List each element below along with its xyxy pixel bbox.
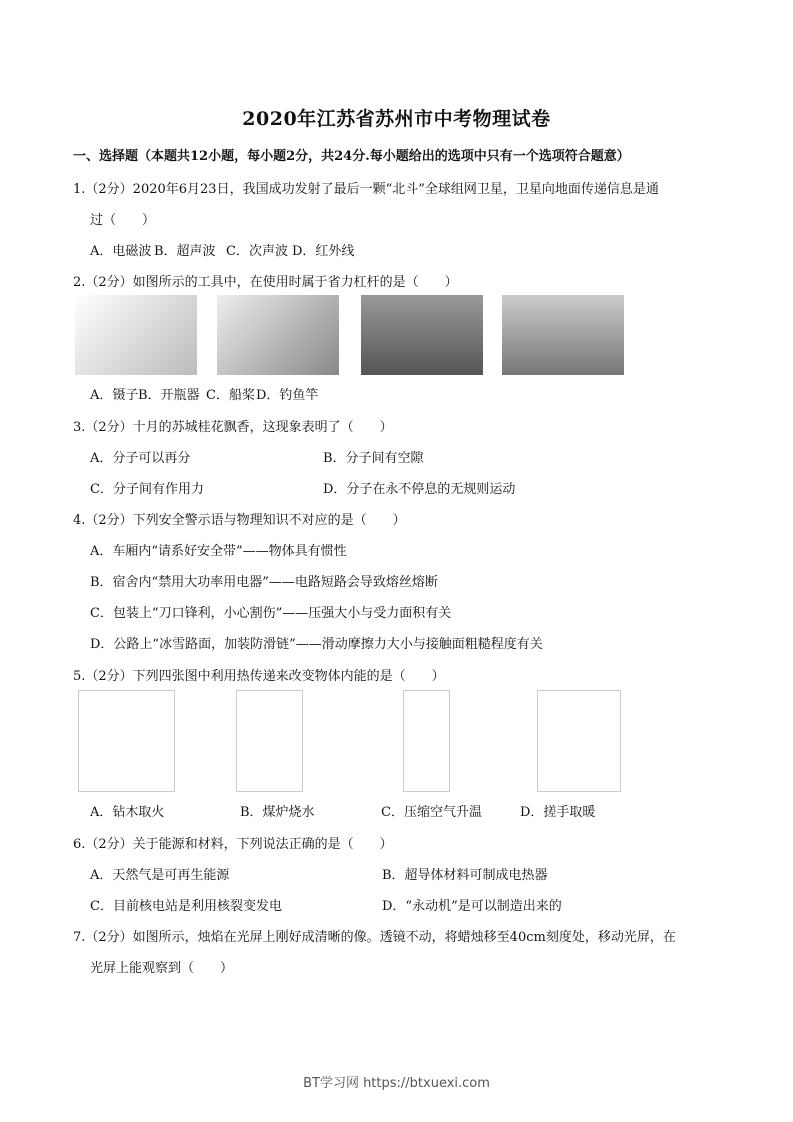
question-4-text: 4.（2分）下列安全警示语与物理知识不对应的是（ ） [73,513,406,528]
q5-option-b: B．煤炉烧水 [240,805,315,820]
q6-option-a: A．天然气是可再生能源 [90,868,230,883]
q6-option-d: D．“永动机”是可以制造出来的 [382,899,562,914]
q1-option-d: D．红外线 [292,244,355,259]
q3-option-c: C．分子间有作用力 [90,482,204,497]
question-3-text: 3.（2分）十月的苏城桂花飘香，这现象表明了（ ） [73,420,393,435]
q2-option-c: C．船桨 [206,388,255,403]
q2-option-b: B．开瓶器 [138,388,200,403]
q1-option-c: C．次声波 [226,244,288,259]
section-heading: 一、选择题（本题共12小题，每小题2分，共24分.每小题给出的选项中只有一个选项符合题意） [73,149,630,164]
question-7-text: 7.（2分）如图所示，烛焰在光屏上刚好成清晰的像。透镜不动，将蜡烛移至40cm刻度处，移动光屏，在 [73,930,676,945]
bottle-opener-photo [217,295,339,375]
q1-option-b: B．超声波 [154,244,216,259]
question-7-text-cont: 光屏上能观察到（ ） [90,961,234,976]
q4-option-c: C．包装上“刀口锋利，小心割伤”——压强大小与受力面积有关 [90,606,452,621]
air-compression-drawing [403,690,450,792]
q3-option-b: B．分子间有空隙 [323,451,424,466]
q6-option-b: B．超导体材料可制成电热器 [382,868,548,883]
q3-option-d: D．分子在永不停息的无规则运动 [323,482,516,497]
drilling-wood-fire-drawing [78,690,175,792]
question-5-text: 5.（2分）下列四张图中利用热传递来改变物体内能的是（ ） [73,669,445,684]
question-6-text: 6.（2分）关于能源和材料，下列说法正确的是（ ） [73,837,393,852]
fishing-rod-photo [502,295,624,375]
q5-option-a: A．钻木取火 [90,805,165,820]
q4-option-d: D．公路上“冰雪路面，加装防滑链”——滑动摩擦力大小与接触面粗糙程度有关 [90,637,543,652]
question-1-text: 1.（2分）2020年6月23日，我国成功发射了最后一颗“北斗”全球组网卫星，卫星向地面传递信息是通 [73,182,659,197]
q1-option-a: A．电磁波 [90,244,152,259]
oar-photo [361,295,483,375]
coal-stove-kettle-drawing [236,690,303,792]
q5-option-c: C．压缩空气升温 [381,805,482,820]
rubbing-hands-drawing [537,690,621,792]
question-1-text-cont: 过（ ） [90,213,156,228]
q4-option-b: B．宿舍内“禁用大功率用电器”——电路短路会导致熔丝熔断 [90,575,438,590]
q2-option-a: A．镊子 [90,388,139,403]
q5-option-d: D．搓手取暖 [520,805,596,820]
page-title: 2020年江苏省苏州市中考物理试卷 [242,108,551,130]
q6-option-c: C．目前核电站是利用核裂变发电 [90,899,282,914]
q3-option-a: A．分子可以再分 [90,451,191,466]
question-2-text: 2.（2分）如图所示的工具中，在使用时属于省力杠杆的是（ ） [73,275,458,290]
q4-option-a: A．车厢内“请系好安全带”——物体具有惯性 [90,544,347,559]
watermark-footer: BT学习网 https://btxuexi.com [303,1076,490,1091]
tweezers-photo [75,295,197,375]
q2-option-d: D．钓鱼竿 [256,388,319,403]
